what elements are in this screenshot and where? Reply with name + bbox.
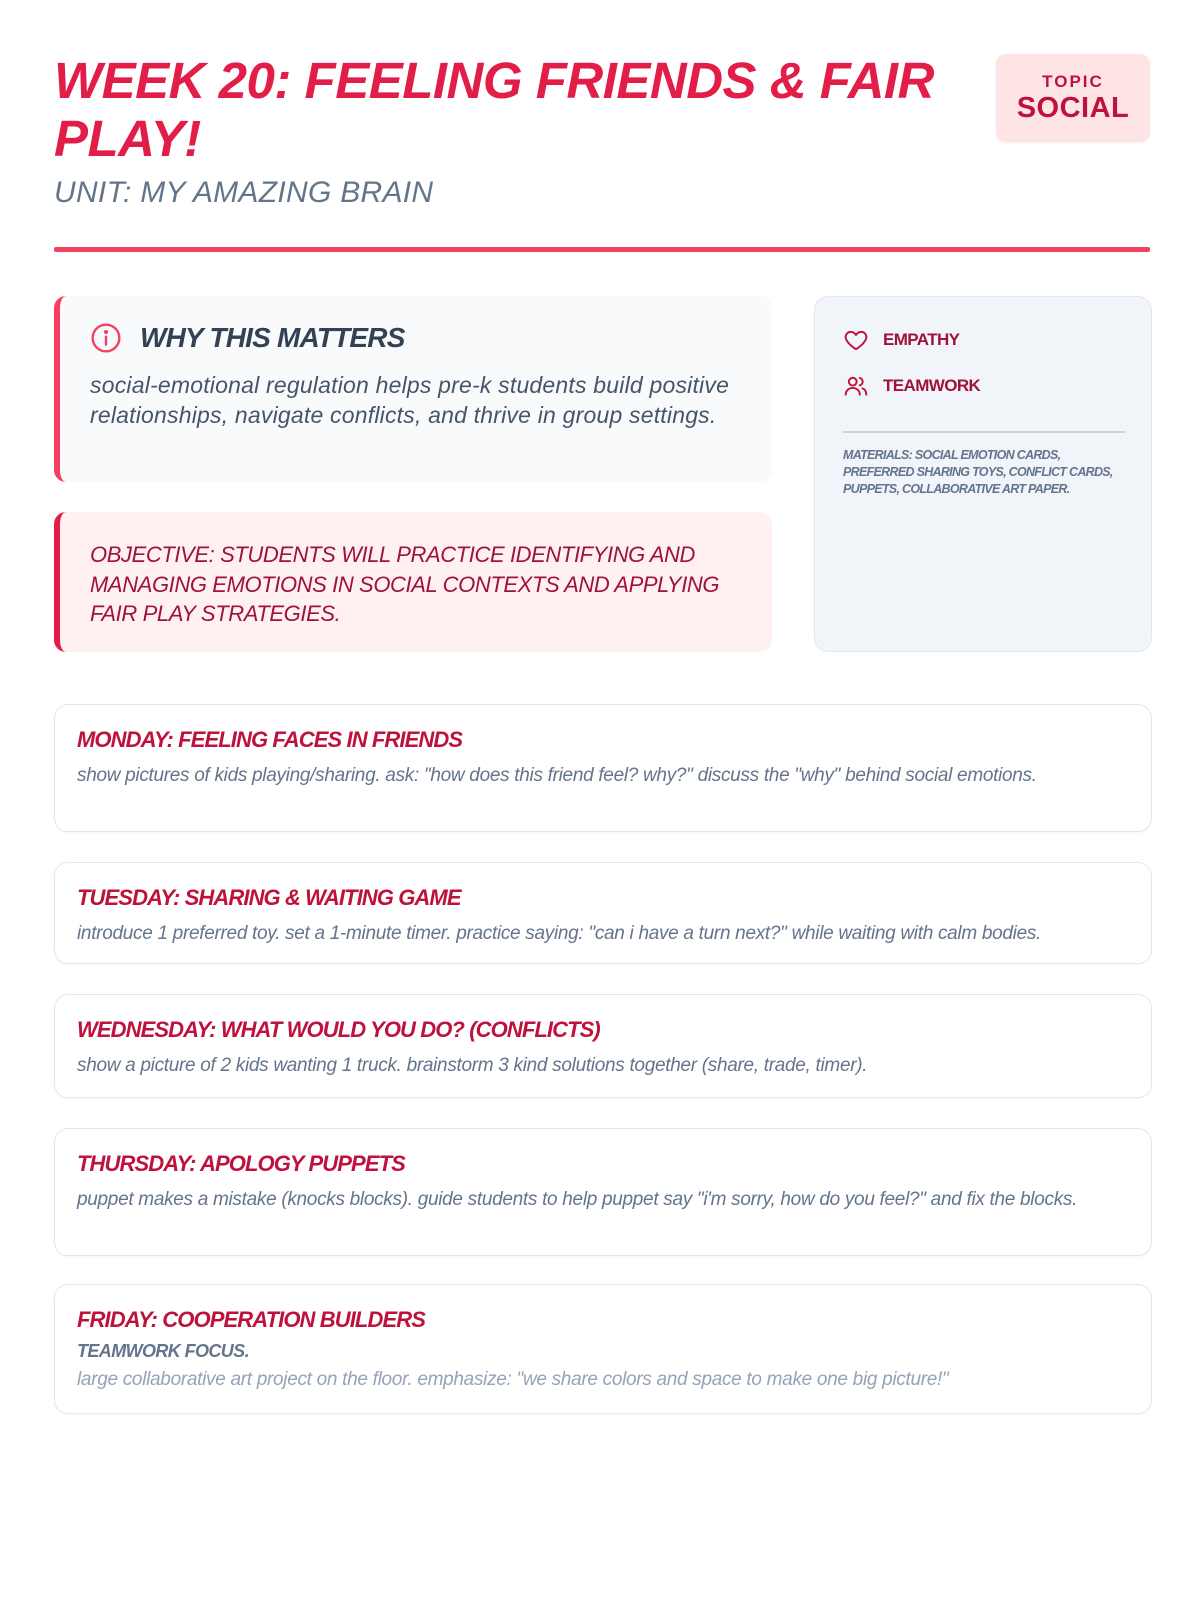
day-title: FRIDAY: COOPERATION BUILDERS [77, 1307, 425, 1332]
info-icon [90, 322, 122, 354]
topic-value: SOCIAL [1016, 92, 1130, 124]
users-icon [843, 373, 869, 399]
topic-badge [996, 54, 1150, 142]
panel-divider [843, 431, 1125, 433]
why-this-matters-box [54, 296, 772, 482]
day-card-wednesday [54, 994, 1152, 1098]
skills-panel [814, 296, 1152, 652]
page-title: WEEK 20: FEELING FRIENDS & FAIR PLAY! [54, 52, 934, 167]
topic-label: TOPIC [1042, 72, 1104, 91]
tag-label-empathy: EMPATHY [883, 330, 960, 349]
header-divider [54, 247, 1150, 252]
tag-label-teamwork: TEAMWORK [883, 376, 981, 395]
day-focus-label: TEAMWORK FOCUS. [77, 1341, 249, 1361]
why-body: social-emotional regulation helps pre-k students build positive relationships, navigate conflicts, and thrive in group settings. [90, 372, 730, 428]
day-title: MONDAY: FEELING FACES IN FRIENDS [77, 727, 463, 752]
unit-subtitle: UNIT: MY AMAZING BRAIN [54, 176, 434, 209]
day-body: show pictures of kids playing/sharing. ask: "how does this friend feel? why?" discuss the "why" behind social emotions. [77, 765, 1037, 786]
objective-box [54, 512, 772, 652]
day-body: puppet makes a mistake (knocks blocks). guide students to help puppet say "i'm sorry, how do you feel?" and fix the blocks. [77, 1189, 1078, 1210]
why-title: WHY THIS MATTERS [140, 322, 405, 353]
day-card-monday [54, 704, 1152, 832]
day-body: large collaborative art project on the floor. emphasize: "we share colors and space to make one big picture!" [77, 1369, 949, 1390]
day-card-thursday [54, 1128, 1152, 1256]
day-card-friday [54, 1284, 1152, 1414]
day-title: WEDNESDAY: WHAT WOULD YOU DO? (CONFLICTS) [77, 1017, 600, 1042]
materials-list: MATERIALS: SOCIAL EMOTION CARDS, PREFERRED SHARING TOYS, CONFLICT CARDS, PUPPETS, COLLABORATIVE ART PAPER. [843, 448, 1113, 496]
tag-teamwork [843, 373, 980, 399]
day-card-tuesday [54, 862, 1152, 964]
header [54, 52, 1150, 252]
day-body: show a picture of 2 kids wanting 1 truck. brainstorm 3 kind solutions together (share, trade, timer). [77, 1055, 868, 1076]
day-title: THURSDAY: APOLOGY PUPPETS [77, 1151, 405, 1176]
heart-icon [843, 327, 869, 353]
day-title: TUESDAY: SHARING & WAITING GAME [77, 885, 461, 910]
why-header [90, 322, 405, 354]
day-body: introduce 1 preferred toy. set a 1-minute timer. practice saying: "can i have a turn next?" while waiting with calm bodies. [77, 923, 1042, 944]
tag-empathy [843, 327, 959, 353]
objective-text: OBJECTIVE: STUDENTS WILL PRACTICE IDENTIFYING AND MANAGING EMOTIONS IN SOCIAL CONTEXTS AND APPLYING FAIR PLAY STRATEGIES. [90, 542, 720, 626]
